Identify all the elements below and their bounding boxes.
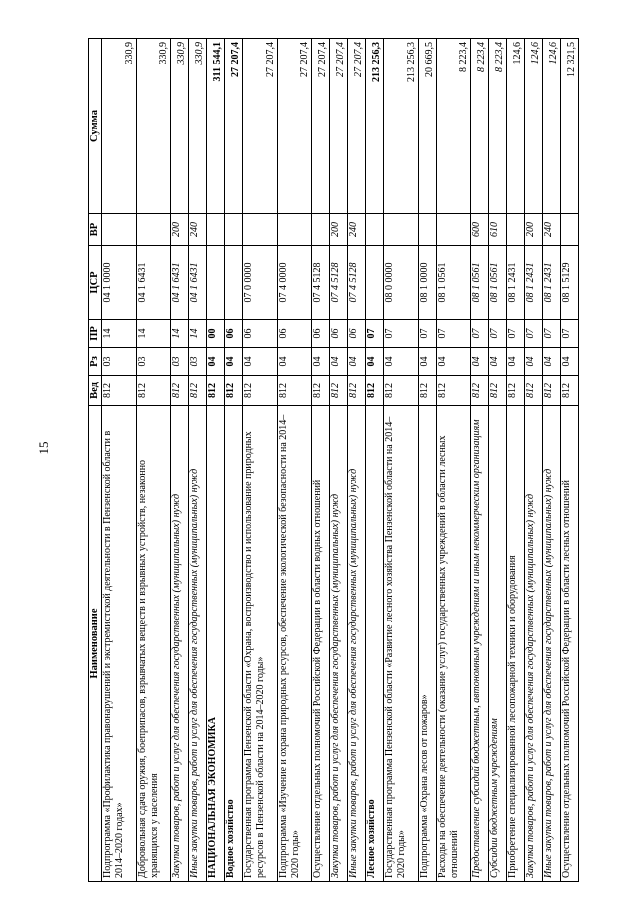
cell-ved: 812 [171,376,189,406]
cell-vr [277,214,312,246]
cell-csr: 08 1 0000 [418,246,436,320]
cell-name: Государственная программа Пензенской области «Охрана, воспроизводство и использование природных ресурсов в Пензенской области на 2014–2020 годы» [243,406,278,882]
table-body [102,39,579,882]
cell-csr: 08 1 5129 [560,246,578,320]
cell-pr: 07 [384,320,419,348]
table-row [418,39,436,882]
cell-pr: 14 [136,320,171,348]
table-row [525,39,543,882]
cell-pr: 06 [225,320,243,348]
cell-name: Добровольная сдача оружия, боеприпасов, взрывчатых веществ и взрывных устройств, незаконно хранящихся у населения [136,406,171,882]
cell-name: Осуществление отдельных полномочий Российской Федерации в области лесных отношений [560,406,578,882]
cell-name: Расходы на обеспечение деятельности (оказание услуг) государственных учреждений в области лесных отношений [436,406,471,882]
cell-rz: 04 [330,348,348,376]
cell-rz: 04 [507,348,525,376]
table-row [277,39,312,882]
cell-vr: 240 [189,214,207,246]
cell-pr: 14 [171,320,189,348]
header-rz: Рз [89,348,102,376]
cell-sum: 330,9 [171,39,189,214]
cell-csr [225,246,243,320]
cell-rz: 03 [171,348,189,376]
table-row [366,39,384,882]
cell-pr: 14 [189,320,207,348]
cell-name: Предоставление субсидий бюджетным, автономным учреждениям и иным некоммерческим организациям [471,406,489,882]
cell-csr: 04 1 0000 [102,246,137,320]
cell-vr: 610 [489,214,507,246]
cell-csr: 08 1 2431 [542,246,560,320]
cell-vr [225,214,243,246]
cell-ved: 812 [366,376,384,406]
cell-csr: 08 1 0561 [471,246,489,320]
cell-sum: 124,6 [507,39,525,214]
rotated-table-container [88,39,579,882]
cell-sum: 330,9 [136,39,171,214]
table-row [102,39,137,882]
cell-rz: 03 [136,348,171,376]
table-row [542,39,560,882]
cell-ved: 812 [330,376,348,406]
cell-ved: 812 [384,376,419,406]
cell-name: Подпрограмма «Изучение и охрана природных ресурсов, обеспечение экологической безопасности на 2014–2020 годы» [277,406,312,882]
cell-sum: 12 321,5 [560,39,578,214]
cell-csr: 08 1 2431 [525,246,543,320]
cell-pr: 06 [330,320,348,348]
cell-ved: 812 [436,376,471,406]
cell-rz: 04 [277,348,312,376]
cell-sum: 124,6 [542,39,560,214]
cell-vr [243,214,278,246]
cell-name: Субсидии бюджетным учреждениям [489,406,507,882]
cell-csr: 04 1 6431 [171,246,189,320]
cell-ved: 812 [136,376,171,406]
cell-name: Осуществление отдельных полномочий Российской Федерации в области водных отношений [312,406,330,882]
header-sum: Сумма [89,39,102,214]
table-row [436,39,471,882]
cell-csr [207,246,225,320]
cell-csr: 07 0 0000 [243,246,278,320]
cell-sum: 20 669,5 [418,39,436,214]
cell-name: Подпрограмма «Профилактика правонарушений и экстремистской деятельности в Пензенской области в 2014–2020 годах» [102,406,137,882]
cell-pr: 07 [507,320,525,348]
cell-ved: 812 [489,376,507,406]
cell-ved: 812 [189,376,207,406]
table-row [312,39,330,882]
cell-csr: 07 4 5128 [312,246,330,320]
cell-sum: 27 207,4 [277,39,312,214]
cell-name: Иные закупки товаров, работ и услуг для обеспечения государственных (муниципальных) нужд [348,406,366,882]
cell-ved: 812 [243,376,278,406]
cell-vr: 200 [171,214,189,246]
cell-sum: 27 207,4 [225,39,243,214]
cell-name: НАЦИОНАЛЬНАЯ ЭКОНОМИКА [207,406,225,882]
cell-rz: 04 [525,348,543,376]
cell-vr [418,214,436,246]
cell-rz: 04 [560,348,578,376]
cell-pr: 06 [312,320,330,348]
cell-rz: 04 [243,348,278,376]
cell-name: Закупка товаров, работ и услуг для обеспечения государственных (муниципальных) нужд [525,406,543,882]
cell-sum: 213 256,3 [366,39,384,214]
cell-ved: 812 [525,376,543,406]
cell-csr: 08 1 0561 [436,246,471,320]
cell-name: Иные закупки товаров, работ и услуг для обеспечения государственных (муниципальных) нужд [542,406,560,882]
cell-csr: 07 4 5128 [330,246,348,320]
cell-name: Лесное хозяйство [366,406,384,882]
cell-name: Водное хозяйство [225,406,243,882]
header-row [89,39,102,882]
cell-ved: 812 [277,376,312,406]
cell-rz: 04 [471,348,489,376]
cell-pr: 07 [489,320,507,348]
cell-sum: 27 207,4 [243,39,278,214]
cell-sum: 330,9 [102,39,137,214]
header-vr: ВР [89,214,102,246]
cell-pr: 06 [243,320,278,348]
cell-ved: 812 [542,376,560,406]
cell-vr [312,214,330,246]
cell-name: Приобретение специализированной лесопожарной техники и оборудования [507,406,525,882]
cell-vr: 240 [542,214,560,246]
cell-pr: 06 [348,320,366,348]
cell-rz: 04 [436,348,471,376]
cell-vr: 240 [348,214,366,246]
cell-name: Государственная программа Пензенской области «Развитие лесного хозяйства Пензенской области на 2014–2020 годы» [384,406,419,882]
table-row [330,39,348,882]
table-row [560,39,578,882]
cell-sum: 311 544,1 [207,39,225,214]
cell-sum: 124,6 [525,39,543,214]
header-csr: ЦСР [89,246,102,320]
cell-csr [366,246,384,320]
table-row [489,39,507,882]
cell-sum: 27 207,4 [330,39,348,214]
table-row [207,39,225,882]
cell-rz: 04 [348,348,366,376]
cell-rz: 04 [207,348,225,376]
header-pr: ПР [89,320,102,348]
cell-csr: 04 1 6431 [189,246,207,320]
cell-pr: 06 [277,320,312,348]
cell-pr: 07 [366,320,384,348]
cell-rz: 04 [542,348,560,376]
cell-vr: 200 [330,214,348,246]
table-row [225,39,243,882]
table-row [348,39,366,882]
cell-pr: 07 [542,320,560,348]
cell-pr: 00 [207,320,225,348]
budget-table [88,38,579,882]
cell-vr [560,214,578,246]
cell-vr [102,214,137,246]
table-row [507,39,525,882]
cell-ved: 812 [418,376,436,406]
cell-csr: 07 4 0000 [277,246,312,320]
cell-pr: 07 [471,320,489,348]
cell-ved: 812 [207,376,225,406]
cell-vr [384,214,419,246]
cell-pr: 07 [418,320,436,348]
cell-ved: 812 [348,376,366,406]
table-row [136,39,171,882]
cell-pr: 07 [436,320,471,348]
table-row [384,39,419,882]
cell-ved: 812 [225,376,243,406]
cell-csr: 04 1 6431 [136,246,171,320]
header-name: Наименование [89,406,102,882]
table-row [471,39,489,882]
cell-ved: 812 [560,376,578,406]
cell-csr: 08 1 2431 [507,246,525,320]
cell-ved: 812 [471,376,489,406]
cell-pr: 07 [560,320,578,348]
cell-pr: 14 [102,320,137,348]
cell-vr [207,214,225,246]
cell-name: Закупка товаров, работ и услуг для обеспечения государственных (муниципальных) нужд [171,406,189,882]
cell-vr [136,214,171,246]
cell-name: Иные закупки товаров, работ и услуг для обеспечения государственных (муниципальных) нужд [189,406,207,882]
cell-sum: 330,9 [189,39,207,214]
cell-name: Подпрограмма «Охрана лесов от пожаров» [418,406,436,882]
cell-rz: 04 [418,348,436,376]
cell-rz: 04 [312,348,330,376]
table-row [189,39,207,882]
cell-sum: 8 223,4 [471,39,489,214]
cell-rz: 04 [225,348,243,376]
cell-rz: 03 [189,348,207,376]
table-row [243,39,278,882]
cell-sum: 8 223,4 [436,39,471,214]
cell-name: Закупка товаров, работ и услуг для обеспечения государственных (муниципальных) нужд [330,406,348,882]
cell-ved: 812 [102,376,137,406]
cell-sum: 27 207,4 [348,39,366,214]
cell-csr: 08 1 0561 [489,246,507,320]
cell-vr [436,214,471,246]
cell-rz: 04 [366,348,384,376]
cell-ved: 812 [312,376,330,406]
cell-rz: 04 [384,348,419,376]
cell-rz: 04 [489,348,507,376]
cell-csr: 07 4 5128 [348,246,366,320]
header-ved: Вед [89,376,102,406]
cell-sum: 213 256,3 [384,39,419,214]
page-number: 15 [36,441,51,455]
cell-csr: 08 0 0000 [384,246,419,320]
cell-sum: 27 207,4 [312,39,330,214]
cell-pr: 07 [525,320,543,348]
cell-sum: 8 223,4 [489,39,507,214]
cell-vr [507,214,525,246]
cell-ved: 812 [507,376,525,406]
table-row [171,39,189,882]
cell-rz: 03 [102,348,137,376]
cell-vr [366,214,384,246]
cell-vr: 200 [525,214,543,246]
cell-vr: 600 [471,214,489,246]
